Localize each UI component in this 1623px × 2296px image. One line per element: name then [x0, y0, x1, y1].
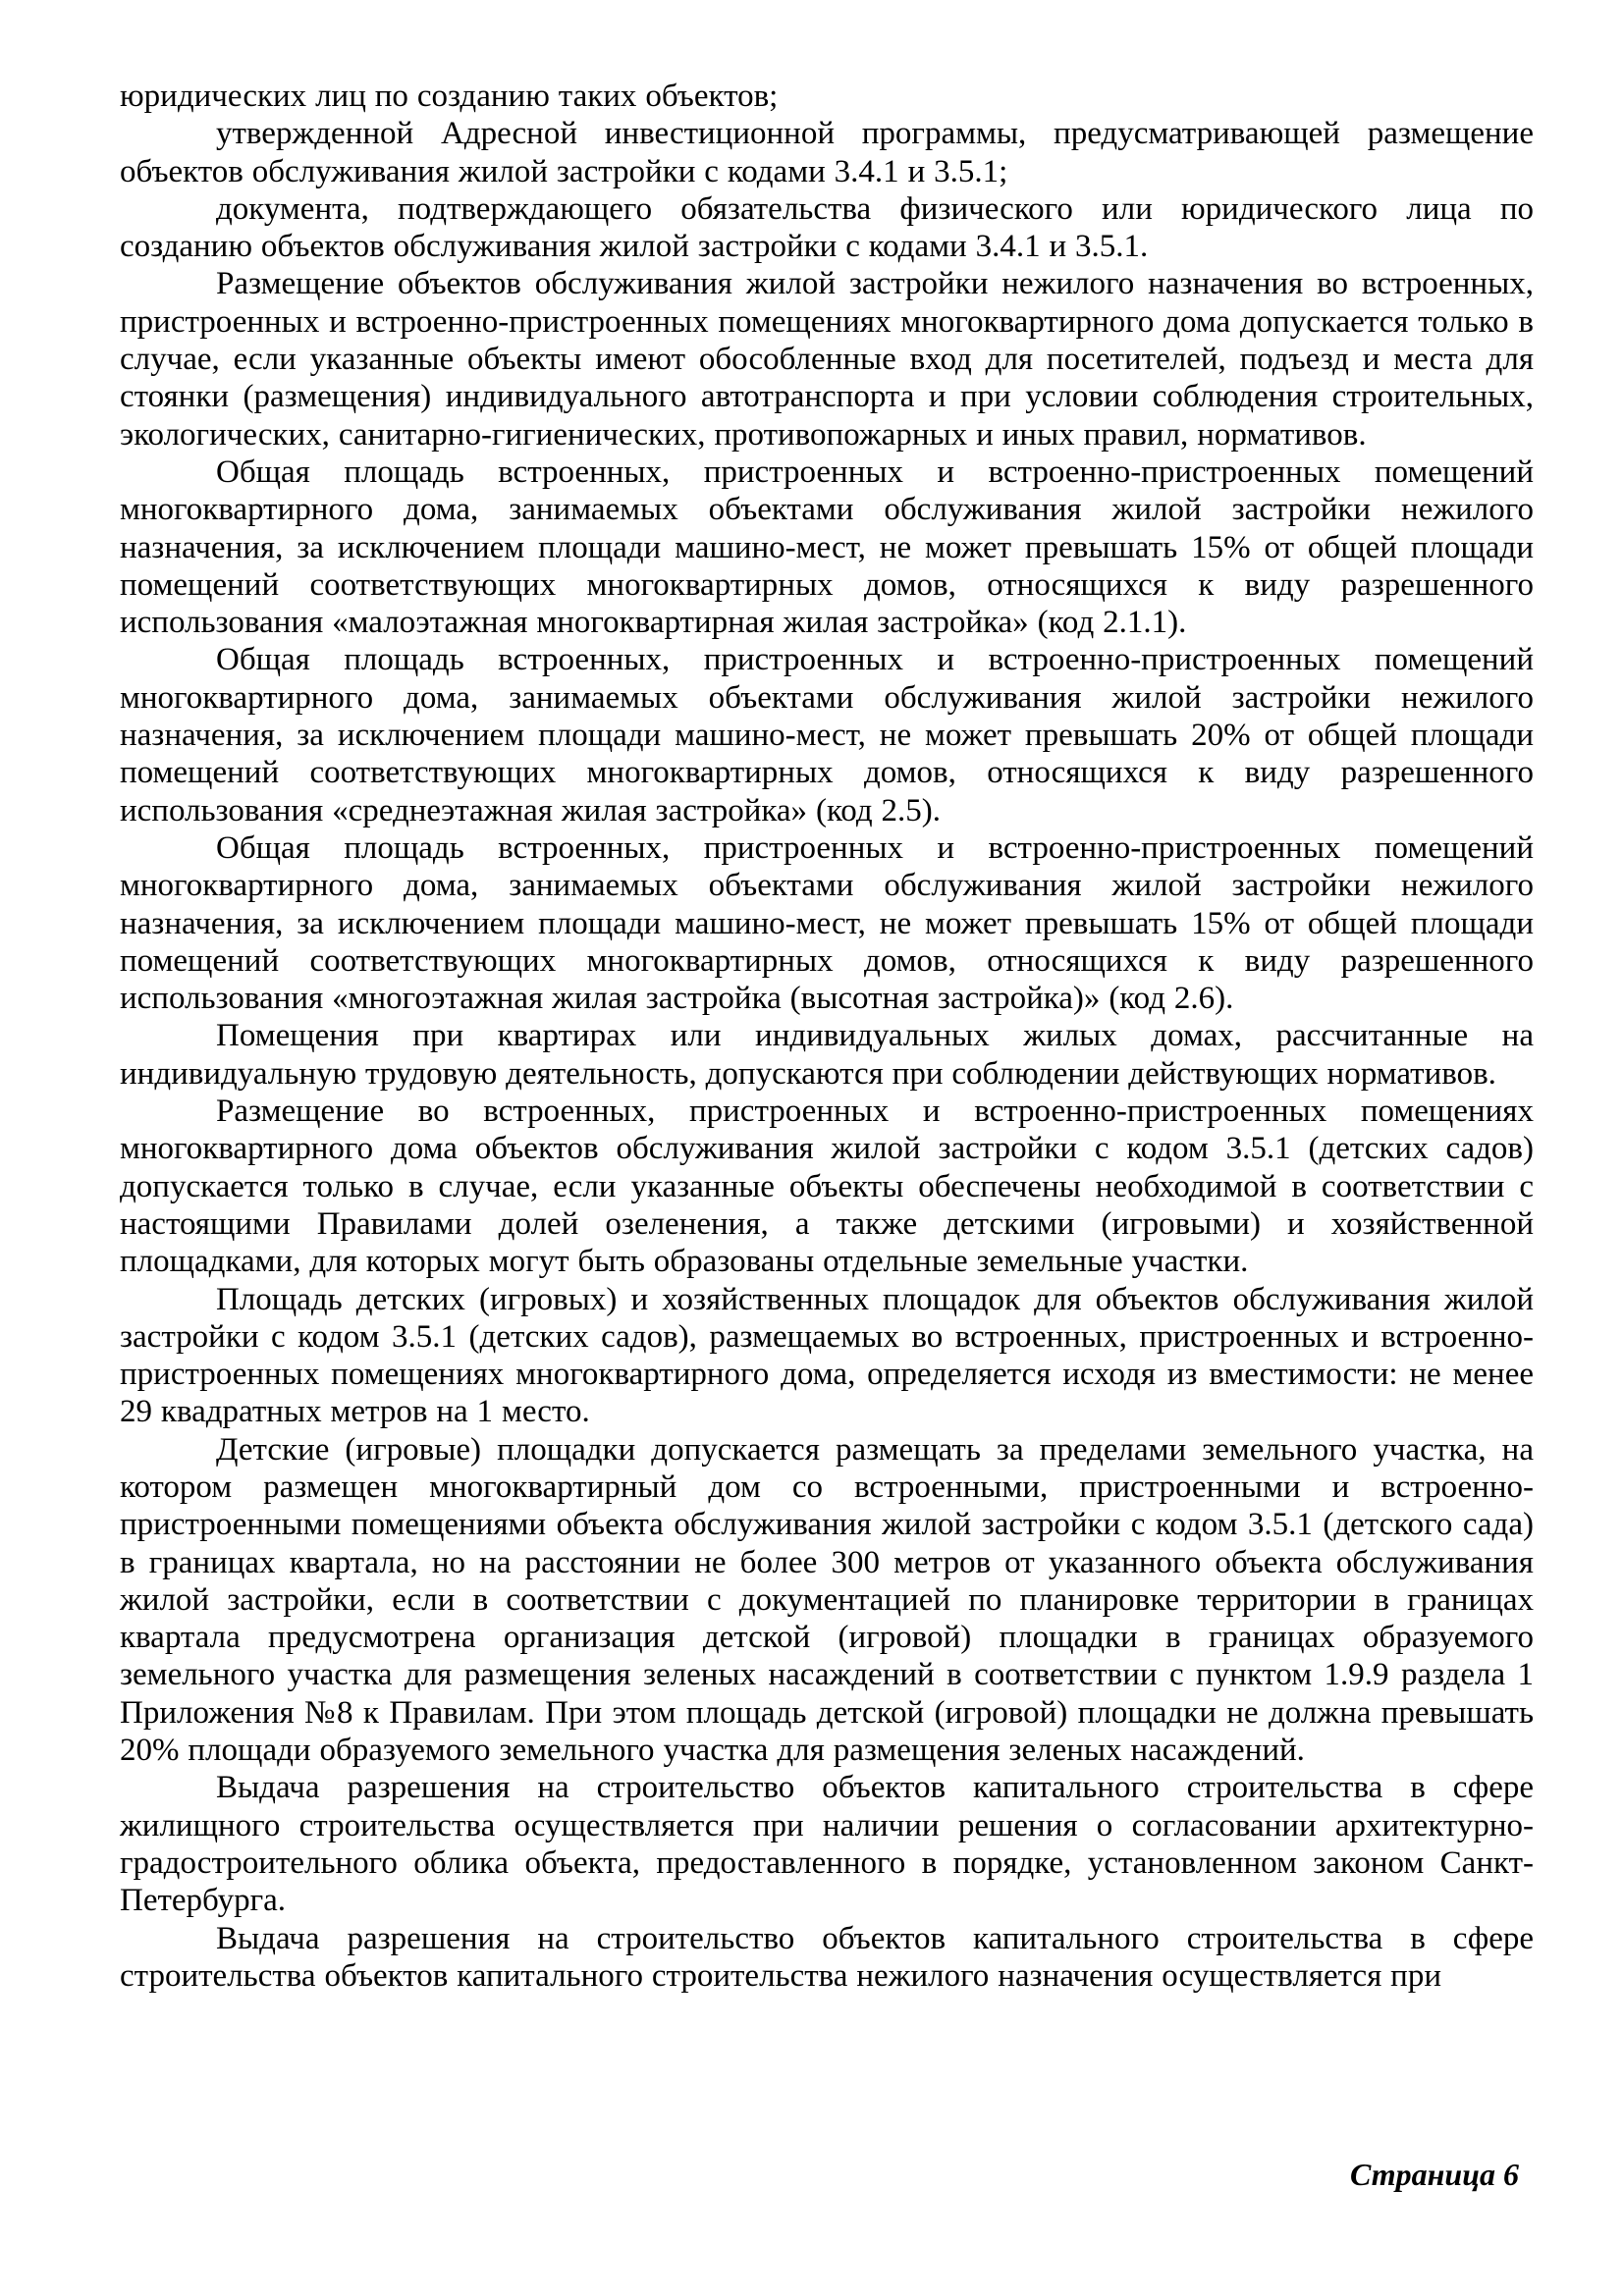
paragraph: документа, подтверждающего обязательства физического или юридического лица по созданию объектов обслуживания жилой застройки с кодами 3.4.1 и 3.5.1. [120, 190, 1534, 265]
paragraph: Размещение объектов обслуживания жилой застройки нежилого назначения во встроенных, пристроенных и встроенно-пристроенных помещениях многоквартирного дома допускается только в случае, если указанные объекты имеют обособленные вход для посетителей, подъезд и места для стоянки (размещения) индивидуального автотранспорта и при условии соблюдения строительных, экологических, санитарно-гигиенических, противопожарных и иных правил, нормативов. [120, 266, 1534, 453]
paragraph: юридических лиц по созданию таких объектов; [120, 79, 779, 114]
paragraph: Помещения при квартирах или индивидуальных жилых домах, рассчитанные на индивидуальную трудовую деятельность, допускаются при соблюдении действующих нормативов. [120, 1018, 1534, 1092]
paragraph: Площадь детских (игровых) и хозяйственных площадок для объектов обслуживания жилой застройки с кодом 3.5.1 (детских садов), размещаемых во встроенных, пристроенных и встроенно-пристроенных помещениях многоквартирного дома, определяется исходя из вместимости: не менее 29 квадратных метров на 1 место. [120, 1281, 1534, 1430]
paragraph: Общая площадь встроенных, пристроенных и встроенно-пристроенных помещений многоквартирного дома, занимаемых объектами обслуживания жилой застройки нежилого назначения, за исключением площади машино-мест, не может превышать 20% от общей площади помещений соответствующих многоквартирных домов, относящихся к виду разрешенного использования «среднеэтажная жилая застройка» (код 2.5). [120, 642, 1534, 828]
paragraph: Выдача разрешения на строительство объектов капитального строительства в сфере строительства объектов капитального строительства нежилого назначения осуществляется при [120, 1920, 1534, 1994]
paragraph: Общая площадь встроенных, пристроенных и встроенно-пристроенных помещений многоквартирного дома, занимаемых объектами обслуживания жилой застройки нежилого назначения, за исключением площади машино-мест, не может превышать 15% от общей площади помещений соответствующих многоквартирных домов, относящихся к виду разрешенного использования «многоэтажная жилая застройка (высотная застройка)» (код 2.6). [120, 829, 1534, 1017]
paragraph: Общая площадь встроенных, пристроенных и встроенно-пристроенных помещений многоквартирного дома, занимаемых объектами обслуживания жилой застройки нежилого назначения, за исключением площади машино-мест, не может превышать 15% от общей площади помещений соответствующих многоквартирных домов, относящихся к виду разрешенного использования «малоэтажная многоквартирная жилая застройка» (код 2.1.1). [120, 454, 1534, 641]
paragraph: утвержденной Адресной инвестиционной программы, предусматривающей размещение объектов обслуживания жилой застройки с кодами 3.4.1 и 3.5.1; [120, 116, 1534, 189]
document-body [120, 78, 1534, 1995]
paragraph: Размещение во встроенных, пристроенных и встроенно-пристроенных помещениях многоквартирного дома объектов обслуживания жилой застройки с кодом 3.5.1 (детских садов) допускается только в случае, если указанные объекты обеспечены необходимой в соответствии с настоящими Правилами долей озеленения, а также детскими (игровыми) и хозяйственной площадками, для которых могут быть образованы отдельные земельные участки. [120, 1094, 1534, 1280]
page-number: Страница 6 [1349, 2157, 1519, 2192]
paragraph: Выдача разрешения на строительство объектов капитального строительства в сфере жилищного строительства осуществляется при наличии решения о согласовании архитектурно-градостроительного облика объекта, предоставленного в порядке, установленном законом Санкт-Петербурга. [120, 1770, 1534, 1919]
paragraph: Детские (игровые) площадки допускается размещать за пределами земельного участка, на котором размещен многоквартирный дом со встроенными, пристроенными и встроенно-пристроенными помещениями объекта обслуживания жилой застройки с кодом 3.5.1 (детского сада) в границах квартала, но на расстоянии не более 300 метров от указанного объекта обслуживания жилой застройки, если в соответствии с документацией по планировке территории в границах квартала предусмотрена организация детской (игровой) площадки в границах образуемого земельного участка для размещения зеленых насаждений в соответствии с пунктом 1.9.9 раздела 1 Приложения №8 к Правилам. При этом площадь детской (игровой) площадки не должна превышать 20% площади образуемого земельного участка для размещения зеленых насаждений. [120, 1431, 1534, 1769]
page-footer [1350, 2156, 1519, 2193]
